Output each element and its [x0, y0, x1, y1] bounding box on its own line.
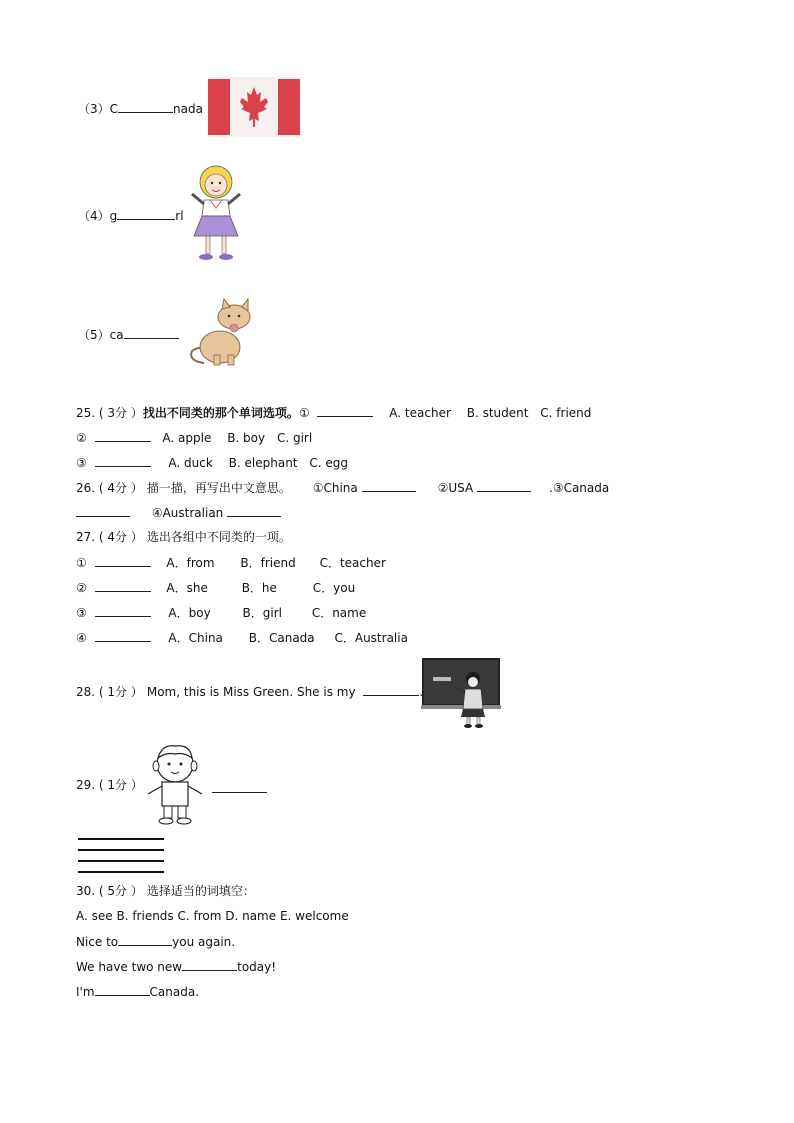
- q27-row-4: ④ A．China B．Canada C．Australia: [76, 631, 408, 645]
- answer-blank[interactable]: [95, 629, 151, 642]
- q27-header: 27. ( 4分 ） 选出各组中不同类的一项。: [76, 530, 291, 544]
- answer-blank[interactable]: [118, 933, 172, 946]
- q30-header: 30. ( 5分 ） 选择适当的词填空：: [76, 884, 255, 898]
- q26-header: 26. ( 4分 ） 描一描，再写出中文意思。 ①China ②USA .③Canada: [76, 481, 610, 495]
- answer-blank[interactable]: [363, 683, 419, 696]
- teacher-image: [421, 657, 503, 729]
- q28-line: 28. ( 1分 ） Mom, this is Miss Green. She is my .: [76, 685, 424, 699]
- q25-row-3: ③ A. duck B. elephant C. egg: [76, 456, 348, 470]
- answer-blank[interactable]: [95, 454, 151, 467]
- answer-blank[interactable]: [182, 958, 237, 971]
- item-canada: （3）C nada: [78, 102, 203, 116]
- q30-sentence-2: We have two new today!: [76, 960, 277, 974]
- answer-blank[interactable]: [227, 504, 281, 517]
- q26-row-2: ④Australian: [76, 504, 281, 521]
- answer-blank[interactable]: [477, 479, 531, 492]
- answer-blank[interactable]: [118, 100, 173, 113]
- writing-line: [78, 849, 164, 851]
- answer-blank[interactable]: [317, 404, 373, 417]
- q30-options: A. see B. friends C. from D. name E. welcome: [76, 909, 349, 923]
- answer-blank[interactable]: [95, 429, 151, 442]
- q25-header: 25. ( 3分 ）找出不同类的那个单词选项。① A. teacher B. student C. friend: [76, 406, 592, 420]
- q29-line: 29. ( 1分 ）: [76, 778, 143, 792]
- answer-blank[interactable]: [117, 207, 175, 220]
- answer-blank[interactable]: [95, 983, 150, 996]
- answer-blank[interactable]: [124, 326, 179, 339]
- q27-row-1: ① A．from B．friend C．teacher: [76, 556, 386, 570]
- q30-sentence-1: Nice to you again.: [76, 935, 236, 949]
- answer-blank[interactable]: [76, 504, 130, 517]
- writing-line: [78, 871, 164, 873]
- writing-line: [78, 860, 164, 862]
- q30-sentence-3: I'm Canada.: [76, 985, 200, 999]
- answer-blank[interactable]: [95, 579, 151, 592]
- writing-line: [78, 838, 164, 840]
- canada-flag-image: [208, 77, 300, 137]
- answer-blank[interactable]: [95, 604, 151, 617]
- q27-row-3: ③ A．boy B．girl C．name: [76, 606, 367, 620]
- cat-image: [184, 297, 256, 367]
- item-cat: （5）ca: [78, 326, 179, 343]
- q27-row-2: ② A．she B．he C．you: [76, 581, 356, 595]
- answer-blank[interactable]: [95, 554, 151, 567]
- item-girl: （4）g rl: [78, 209, 184, 223]
- girl-image: [186, 164, 246, 264]
- answer-blank[interactable]: [212, 780, 267, 793]
- q25-row-2: ② A. apple B. boy C. girl: [76, 431, 313, 445]
- boy-image: [144, 742, 206, 826]
- answer-blank[interactable]: [362, 479, 416, 492]
